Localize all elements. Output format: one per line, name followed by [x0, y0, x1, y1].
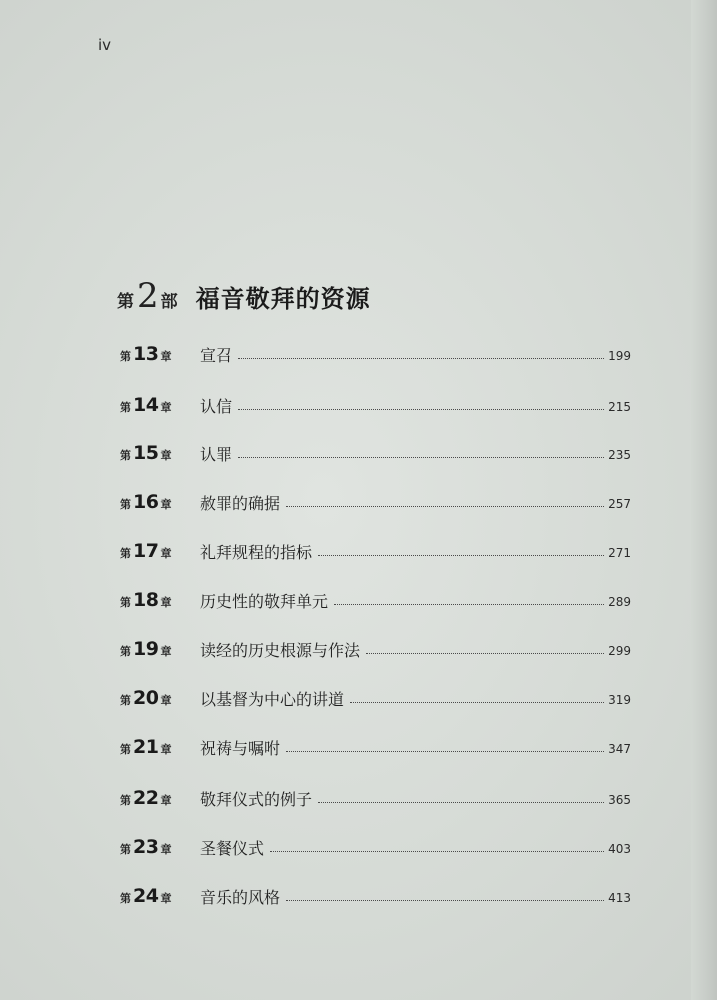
chapter-prefix: 第 [120, 547, 131, 560]
chapter-prefix: 第 [120, 843, 131, 856]
chapter-suffix: 章 [160, 401, 172, 414]
toc-entry-24[interactable] [120, 882, 631, 910]
chapter-label [120, 836, 200, 858]
dot-leader [238, 358, 604, 359]
chapter-label [120, 442, 200, 464]
chapter-suffix: 章 [160, 892, 172, 905]
chapter-suffix: 章 [160, 596, 172, 609]
chapter-prefix: 第 [120, 596, 131, 609]
toc-entry-16[interactable] [120, 488, 631, 516]
chapter-page-number: 215 [608, 399, 631, 414]
chapter-number: 19 [133, 638, 159, 660]
chapter-title: 认罪 [200, 444, 233, 464]
part-prefix: 第 [117, 292, 134, 312]
chapter-label [120, 589, 200, 611]
chapter-suffix: 章 [160, 843, 172, 856]
chapter-prefix: 第 [120, 892, 131, 905]
chapter-number: 22 [133, 787, 159, 809]
chapter-page-number: 347 [608, 741, 631, 756]
chapter-suffix: 章 [160, 498, 172, 511]
chapter-prefix: 第 [120, 401, 131, 414]
chapter-suffix: 章 [160, 743, 172, 756]
chapter-prefix: 第 [120, 645, 131, 658]
chapter-suffix: 章 [160, 694, 172, 707]
dot-leader [270, 851, 604, 852]
part-number: 2 [137, 276, 158, 316]
chapter-title: 音乐的风格 [200, 887, 281, 907]
chapter-suffix: 章 [160, 794, 172, 807]
toc-entry-22[interactable] [120, 784, 631, 812]
dot-leader [286, 751, 604, 752]
chapter-prefix: 第 [120, 350, 131, 363]
chapter-prefix: 第 [120, 694, 131, 707]
chapter-number: 14 [133, 394, 159, 416]
chapter-prefix: 第 [120, 449, 131, 462]
toc-entry-17[interactable] [120, 537, 631, 565]
chapter-label [120, 736, 200, 758]
chapter-page-number: 235 [608, 447, 631, 462]
chapter-number: 16 [133, 491, 159, 513]
chapter-prefix: 第 [120, 743, 131, 756]
dot-leader [286, 900, 604, 901]
chapter-page-number: 271 [608, 545, 631, 560]
chapter-page-number: 319 [608, 692, 631, 707]
toc-entry-20[interactable] [120, 684, 631, 712]
toc-entry-14[interactable] [120, 391, 631, 419]
toc-entry-13[interactable] [120, 340, 631, 368]
chapter-number: 20 [133, 687, 159, 709]
part-title: 福音敬拜的资源 [195, 284, 371, 313]
dot-leader [366, 653, 604, 654]
dot-leader [318, 802, 604, 803]
chapter-number: 21 [133, 736, 159, 758]
toc-entry-18[interactable] [120, 586, 631, 614]
chapter-page-number: 289 [608, 594, 631, 609]
dot-leader [238, 409, 604, 410]
toc-entry-23[interactable] [120, 833, 631, 861]
chapter-title: 读经的历史根源与作法 [200, 640, 361, 660]
page-number: iv [98, 36, 112, 54]
chapter-title: 认信 [200, 396, 233, 416]
chapter-title: 祝祷与嘱咐 [200, 738, 281, 758]
chapter-number: 18 [133, 589, 159, 611]
chapter-suffix: 章 [160, 350, 172, 363]
chapter-number: 24 [133, 885, 159, 907]
chapter-page-number: 403 [608, 841, 631, 856]
dot-leader [318, 555, 604, 556]
chapter-number: 15 [133, 442, 159, 464]
chapter-page-number: 257 [608, 496, 631, 511]
chapter-number: 13 [133, 343, 159, 365]
toc-entry-21[interactable] [120, 733, 631, 761]
chapter-label [120, 394, 200, 416]
chapter-number: 23 [133, 836, 159, 858]
chapter-label [120, 687, 200, 709]
chapter-title: 礼拜规程的指标 [200, 542, 313, 562]
chapter-label [120, 491, 200, 513]
chapter-suffix: 章 [160, 449, 172, 462]
chapter-suffix: 章 [160, 547, 172, 560]
chapter-title: 圣餐仪式 [200, 838, 265, 858]
chapter-page-number: 199 [608, 348, 631, 363]
chapter-suffix: 章 [160, 645, 172, 658]
chapter-label [120, 540, 200, 562]
chapter-number: 17 [133, 540, 159, 562]
chapter-title: 以基督为中心的讲道 [200, 689, 345, 709]
chapter-title: 敬拜仪式的例子 [200, 789, 313, 809]
chapter-label [120, 343, 200, 365]
dot-leader [286, 506, 604, 507]
part-suffix: 部 [160, 292, 178, 312]
chapter-page-number: 413 [608, 890, 631, 905]
chapter-title: 赦罪的确据 [200, 493, 281, 513]
chapter-page-number: 365 [608, 792, 631, 807]
chapter-prefix: 第 [120, 498, 131, 511]
chapter-title: 历史性的敬拜单元 [200, 591, 329, 611]
dot-leader [238, 457, 604, 458]
toc-entry-19[interactable] [120, 635, 631, 663]
chapter-prefix: 第 [120, 794, 131, 807]
chapter-label [120, 885, 200, 907]
chapter-label [120, 638, 200, 660]
chapter-label [120, 787, 200, 809]
dot-leader [334, 604, 604, 605]
toc-entry-15[interactable] [120, 439, 631, 467]
dot-leader [350, 702, 604, 703]
chapter-title: 宣召 [200, 345, 233, 365]
chapter-page-number: 299 [608, 643, 631, 658]
